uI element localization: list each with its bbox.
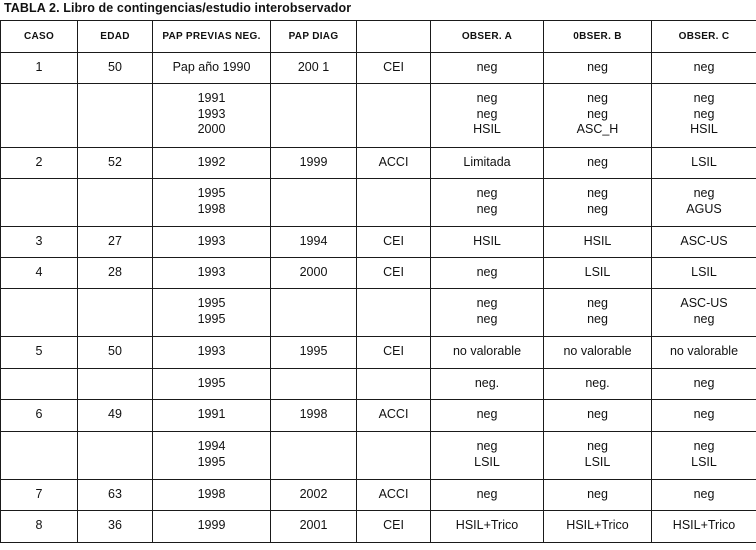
cell-text: 1993: [197, 344, 226, 358]
cell-obser-b: [544, 179, 652, 227]
table-row: [1, 148, 756, 179]
cell-pap-previas-neg: [153, 179, 271, 227]
cell-text: LSIL: [474, 454, 500, 469]
cell-text: HSIL: [583, 234, 612, 248]
cell-obser-b: [544, 53, 652, 84]
cell-text: 2001: [299, 518, 328, 532]
cell-obser-c: [652, 480, 756, 511]
cell-text: neg: [693, 91, 715, 105]
cell-text: 1995: [197, 376, 226, 390]
cell-obser-c: [652, 369, 756, 400]
table-row: [1, 84, 756, 148]
cell-edad: [78, 369, 153, 400]
table-body: [1, 53, 756, 543]
cell-obser-b: [544, 227, 652, 258]
cell-obser-a: [431, 84, 544, 148]
table-row: [1, 227, 756, 258]
cell-caso: [1, 53, 78, 84]
cell-diagnosis-type: [357, 337, 431, 369]
cell-pap-previas-neg: [153, 432, 271, 480]
cell-text: neg: [587, 106, 608, 121]
cell-text: 1995: [197, 186, 226, 200]
table-row: [1, 400, 756, 432]
cell-text: 1999: [197, 518, 226, 532]
cell-pap-previas-neg: [153, 337, 271, 369]
cell-pap-previas-neg: [153, 258, 271, 289]
cell-diagnosis-type: [357, 227, 431, 258]
cell-obser-c: [652, 84, 756, 148]
cell-pap-diag: [271, 179, 357, 227]
cell-pap-diag: [271, 337, 357, 369]
cell-text: neg: [476, 186, 498, 200]
cell-pap-diag: [271, 400, 357, 432]
cell-text: 1991: [197, 407, 226, 421]
table-row: [1, 480, 756, 511]
cell-text: 7: [35, 487, 43, 501]
cell-obser-a: [431, 432, 544, 480]
cell-obser-a: [431, 258, 544, 289]
cell-caso: [1, 480, 78, 511]
cell-text: ACCI: [378, 155, 409, 169]
table-row: [1, 179, 756, 227]
cell-text: HSIL+Trico: [566, 518, 629, 532]
cell-text: neg: [587, 296, 608, 310]
cell-text: ACCI: [378, 407, 409, 421]
cell-text: neg: [476, 296, 498, 310]
cell-diagnosis-type: [357, 53, 431, 84]
cell-text: 2: [35, 155, 43, 169]
cell-text: 1994: [299, 234, 328, 248]
cell-text: HSIL: [690, 122, 718, 136]
cell-text: no valorable: [452, 344, 522, 358]
cell-caso: [1, 511, 78, 543]
cell-pap-previas-neg: [153, 53, 271, 84]
cell-edad: [78, 258, 153, 289]
cell-text: 1993: [197, 265, 226, 279]
cell-text: 49: [108, 407, 122, 421]
cell-pap-diag: [271, 227, 357, 258]
cell-text: 1998: [299, 407, 328, 421]
cell-text: LSIL: [584, 265, 611, 279]
cell-obser-a: [431, 480, 544, 511]
cell-text: ACCI: [378, 487, 409, 501]
cell-caso: [1, 179, 78, 227]
cell-text: CEI: [383, 234, 404, 248]
column-header-pap-diag: PAP DIAG: [271, 21, 357, 53]
cell-pap-previas-neg: [153, 480, 271, 511]
cell-text: neg: [476, 91, 498, 105]
cell-edad: [78, 400, 153, 432]
header-row: [1, 21, 756, 53]
cell-text: neg: [476, 201, 498, 216]
cell-text: neg: [587, 186, 608, 200]
cell-caso: [1, 227, 78, 258]
cell-caso: [1, 432, 78, 480]
cell-pap-previas-neg: [153, 400, 271, 432]
cell-text: no valorable: [563, 344, 632, 358]
cell-text: 8: [35, 518, 43, 532]
cell-text: 63: [108, 487, 122, 501]
cell-obser-b: [544, 84, 652, 148]
cell-text: neg: [693, 439, 715, 453]
table-row: [1, 369, 756, 400]
cell-text: ASC-US: [680, 296, 728, 310]
cell-text: neg: [476, 487, 498, 501]
cell-obser-a: [431, 289, 544, 337]
cell-text: neg: [587, 487, 608, 501]
cell-text: 1992: [197, 155, 226, 169]
cell-obser-a: [431, 53, 544, 84]
cell-obser-b: [544, 289, 652, 337]
cell-text: ASC_H: [576, 122, 619, 136]
cell-text: Pap año 1990: [172, 60, 251, 74]
cell-pap-diag: [271, 369, 357, 400]
cell-text: neg: [693, 186, 715, 200]
cell-text: 4: [35, 265, 43, 279]
cell-text: 1995: [197, 311, 226, 326]
cell-text: LSIL: [691, 454, 717, 469]
cell-text: 1995: [299, 344, 328, 358]
cell-edad: [78, 179, 153, 227]
cell-text: neg: [693, 60, 715, 74]
cell-text: 1993: [197, 106, 226, 121]
cell-text: Limitada: [463, 155, 511, 169]
cell-edad: [78, 289, 153, 337]
cell-text: neg: [587, 91, 608, 105]
cell-diagnosis-type: [357, 432, 431, 480]
cell-text: neg: [587, 201, 608, 216]
cell-text: 1998: [197, 201, 226, 216]
cell-text: neg: [587, 60, 608, 74]
cell-text: 1994: [197, 439, 226, 453]
column-header-obser-b: 0BSER. B: [544, 21, 652, 53]
cell-text: 1993: [197, 234, 226, 248]
cell-diagnosis-type: [357, 84, 431, 148]
cell-text: neg: [587, 155, 608, 169]
cell-pap-previas-neg: [153, 148, 271, 179]
cell-text: 2002: [299, 487, 328, 501]
cell-edad: [78, 227, 153, 258]
cell-pap-diag: [271, 511, 357, 543]
table-row: [1, 53, 756, 84]
cell-obser-c: [652, 258, 756, 289]
column-header-pap-previas-neg: PAP PREVIAS NEG.: [153, 21, 271, 53]
cell-text: neg: [476, 106, 498, 121]
cell-text: HSIL: [473, 234, 501, 248]
cell-text: neg: [693, 487, 715, 501]
cell-text: neg: [476, 60, 498, 74]
cell-caso: [1, 400, 78, 432]
cell-obser-a: [431, 148, 544, 179]
cell-pap-diag: [271, 480, 357, 511]
cell-text: 2000: [299, 265, 328, 279]
cell-diagnosis-type: [357, 480, 431, 511]
cell-caso: [1, 369, 78, 400]
cell-obser-b: [544, 400, 652, 432]
cell-text: LSIL: [584, 454, 611, 469]
cell-diagnosis-type: [357, 258, 431, 289]
cell-caso: [1, 84, 78, 148]
cell-text: 2000: [197, 122, 226, 136]
table-row: [1, 511, 756, 543]
cell-text: 1995: [197, 454, 226, 469]
cell-text: no valorable: [669, 344, 739, 358]
cell-text: neg: [587, 311, 608, 326]
cell-text: 36: [108, 518, 122, 532]
column-header-edad: EDAD: [78, 21, 153, 53]
cell-obser-b: [544, 258, 652, 289]
cell-diagnosis-type: [357, 369, 431, 400]
column-header-caso: CASO: [1, 21, 78, 53]
cell-obser-b: [544, 480, 652, 511]
cell-text: CEI: [383, 60, 404, 74]
cell-obser-a: [431, 179, 544, 227]
cell-text: LSIL: [691, 155, 717, 169]
cell-text: 1998: [197, 487, 226, 501]
table-row: [1, 432, 756, 480]
cell-pap-diag: [271, 84, 357, 148]
cell-text: neg: [693, 407, 715, 421]
cell-text: 1: [35, 60, 43, 74]
cell-pap-previas-neg: [153, 84, 271, 148]
cell-obser-a: [431, 400, 544, 432]
cell-text: 1991: [197, 91, 226, 105]
cell-caso: [1, 148, 78, 179]
cell-text: AGUS: [686, 201, 722, 216]
cell-text: neg: [476, 407, 498, 421]
cell-pap-previas-neg: [153, 511, 271, 543]
cell-obser-c: [652, 148, 756, 179]
cell-text: neg: [476, 311, 498, 326]
cell-text: 1995: [197, 296, 226, 310]
cell-text: 27: [108, 234, 122, 248]
cell-caso: [1, 289, 78, 337]
cell-pap-diag: [271, 432, 357, 480]
cell-text: HSIL+Trico: [455, 518, 519, 532]
cell-obser-a: [431, 511, 544, 543]
cell-obser-c: [652, 432, 756, 480]
cell-diagnosis-type: [357, 179, 431, 227]
cell-obser-c: [652, 53, 756, 84]
cell-pap-previas-neg: [153, 227, 271, 258]
cell-edad: [78, 84, 153, 148]
cell-text: 28: [108, 265, 122, 279]
cell-obser-b: [544, 511, 652, 543]
cell-text: neg: [476, 265, 498, 279]
cell-pap-previas-neg: [153, 369, 271, 400]
cell-text: neg: [693, 376, 715, 390]
cell-text: 200 1: [297, 60, 330, 74]
cell-text: neg: [587, 407, 608, 421]
cell-caso: [1, 337, 78, 369]
cell-obser-c: [652, 337, 756, 369]
cell-text: neg.: [474, 376, 500, 390]
cell-edad: [78, 53, 153, 84]
cell-obser-c: [652, 400, 756, 432]
cell-text: 5: [35, 344, 43, 358]
column-header-obser-c: OBSER. C: [652, 21, 756, 53]
cell-obser-b: [544, 369, 652, 400]
table-row: [1, 258, 756, 289]
cell-text: ASC-US: [680, 234, 728, 248]
cell-text: 50: [108, 60, 122, 74]
cell-text: CEI: [383, 265, 404, 279]
table-caption: TABLA 2. Libro de contingencias/estudio interobservador: [4, 1, 352, 15]
cell-text: CEI: [383, 518, 404, 532]
cell-obser-b: [544, 148, 652, 179]
cell-obser-c: [652, 227, 756, 258]
cell-diagnosis-type: [357, 400, 431, 432]
cell-text: 50: [108, 344, 122, 358]
cell-edad: [78, 432, 153, 480]
cell-edad: [78, 480, 153, 511]
cell-pap-previas-neg: [153, 289, 271, 337]
cell-diagnosis-type: [357, 511, 431, 543]
cell-text: HSIL: [473, 122, 501, 136]
cell-edad: [78, 148, 153, 179]
cell-obser-a: [431, 369, 544, 400]
cell-obser-c: [652, 289, 756, 337]
cell-text: 52: [108, 155, 122, 169]
cell-diagnosis-type: [357, 148, 431, 179]
cell-diagnosis-type: [357, 289, 431, 337]
cell-text: CEI: [383, 344, 404, 358]
cell-pap-diag: [271, 258, 357, 289]
cell-text: LSIL: [691, 265, 717, 279]
cell-pap-diag: [271, 53, 357, 84]
cell-obser-c: [652, 179, 756, 227]
cell-caso: [1, 258, 78, 289]
column-header-obser-a: OBSER. A: [431, 21, 544, 53]
cell-text: neg.: [585, 376, 610, 390]
cell-obser-a: [431, 337, 544, 369]
cell-obser-b: [544, 432, 652, 480]
cell-obser-a: [431, 227, 544, 258]
cell-obser-c: [652, 511, 756, 543]
contingency-table: [0, 20, 756, 543]
column-header-diagnosis-type: [357, 21, 431, 53]
cell-text: neg: [693, 106, 715, 121]
cell-edad: [78, 337, 153, 369]
cell-text: neg: [693, 311, 715, 326]
table-row: [1, 289, 756, 337]
cell-text: neg: [476, 439, 498, 453]
cell-text: 3: [35, 234, 43, 248]
cell-obser-b: [544, 337, 652, 369]
cell-pap-diag: [271, 289, 357, 337]
cell-text: neg: [587, 439, 608, 453]
cell-edad: [78, 511, 153, 543]
cell-pap-diag: [271, 148, 357, 179]
table-row: [1, 337, 756, 369]
cell-text: HSIL+Trico: [672, 518, 736, 532]
cell-text: 6: [35, 407, 43, 421]
cell-text: 1999: [299, 155, 328, 169]
